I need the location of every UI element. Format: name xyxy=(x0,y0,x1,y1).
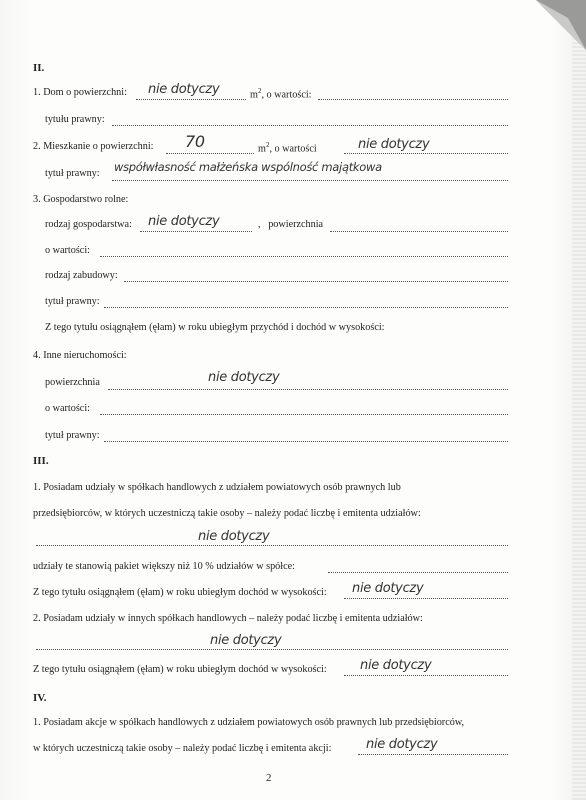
farm-build-label: rodzaj zabudowy: xyxy=(45,270,118,281)
house-unit: $m^2$, o wartości: xyxy=(250,87,312,101)
other-shares-answer-line xyxy=(36,649,508,650)
stock-answer-line xyxy=(358,754,508,755)
farm-heading: 3. Gospodarstwo rolne: xyxy=(33,194,129,205)
shares-income-label: Z tego tytułu osiągnąłem (ęłam) w roku ubiegłym dochód w wysokości: xyxy=(33,587,327,598)
farm-type-label: rodzaj gospodarstwa: xyxy=(45,219,132,230)
stock-paragraph-line1: 1. Posiadam akcje w spółkach handlowych z udziałem powiatowych osób prawnych lub przedsiębiorców, xyxy=(33,717,465,728)
other-shares-paragraph: 2. Posiadam udziały w innych spółkach handlowych – należy podać liczbę i emitenta udziałów: xyxy=(33,613,423,624)
flat-unit: $m^2$, o wartości xyxy=(258,141,317,155)
house-area-handwriting: nie dotyczy xyxy=(148,82,220,97)
house-value-line xyxy=(318,99,508,100)
farm-area-line xyxy=(330,231,508,232)
flat-area-line xyxy=(166,153,254,154)
flat-area-label: 2. Mieszkanie o powierzchni: xyxy=(33,141,154,152)
section-heading-iii: III. xyxy=(33,455,49,467)
farm-area-label: , powierzchnia xyxy=(258,219,324,230)
farm-build-line xyxy=(124,281,508,282)
flat-title-handwriting: współwłasność małżeńska wspólność majątkowa xyxy=(114,160,382,174)
other-title-label: tytuł prawny: xyxy=(45,430,100,441)
other-title-line xyxy=(104,441,508,442)
shares-answer-handwriting: nie dotyczy xyxy=(198,529,270,544)
other-value-label: o wartości: xyxy=(45,403,90,414)
flat-value-line xyxy=(344,153,508,154)
farm-title-label: tytuł prawny: xyxy=(45,296,100,307)
other-area-label: powierzchnia xyxy=(45,377,100,388)
house-area-line xyxy=(136,99,246,100)
page-number: 2 xyxy=(266,772,272,784)
other-area-line xyxy=(108,389,508,390)
farm-value-line xyxy=(100,256,508,257)
house-area-label: 1. Dom o powierzchni: xyxy=(33,87,127,98)
farm-title-line xyxy=(104,307,508,308)
other-shares-income-label: Z tego tytułu osiągnąłem (ęłam) w roku ubiegłym dochód w wysokości: xyxy=(33,664,327,675)
other-shares-handwriting: nie dotyczy xyxy=(210,633,282,648)
farm-type-line xyxy=(140,231,252,232)
stock-answer-handwriting: nie dotyczy xyxy=(366,737,438,752)
farm-value-label: o wartości: xyxy=(45,245,90,256)
shares-income-line xyxy=(344,598,508,599)
section-heading-iv: IV. xyxy=(33,692,47,704)
flat-value-handwriting: nie dotyczy xyxy=(358,137,430,152)
other-shares-income-line xyxy=(344,675,508,676)
flat-area-handwriting: 70 xyxy=(185,132,205,151)
farm-income-text: Z tego tytułu osiągnąłem (ęłam) w roku ubiegłym przychód i dochód w wysokości: xyxy=(45,322,385,333)
shares-packet-line xyxy=(328,572,508,573)
other-property-heading: 4. Inne nieruchomości: xyxy=(33,350,127,361)
shares-packet-label: udziały te stanowią pakiet większy niż 10 % udziałów w spółce: xyxy=(33,561,295,572)
shares-paragraph-line2: przedsiębiorców, w których uczestniczą takie osoby – należy podać liczbę i emitenta udziałów: xyxy=(33,508,421,519)
other-value-line xyxy=(100,414,508,415)
house-title-line xyxy=(112,125,508,126)
stock-paragraph-line2: w których uczestniczą takie osoby – należy podać liczbę i emitenta akcji: xyxy=(33,743,332,754)
flat-title-line xyxy=(112,180,508,181)
shares-income-handwriting: nie dotyczy xyxy=(352,581,424,596)
other-shares-income-handwriting: nie dotyczy xyxy=(360,658,432,673)
other-area-handwriting: nie dotyczy xyxy=(208,370,280,385)
shares-paragraph-line1: 1. Posiadam udziały w spółkach handlowych z udziałem powiatowych osób prawnych lub xyxy=(33,482,401,493)
flat-title-label: tytuł prawny: xyxy=(45,168,100,179)
scan-edge-shadow xyxy=(572,0,586,800)
section-heading-ii: II. xyxy=(33,62,45,74)
house-title-label: tytułu prawny: xyxy=(45,114,105,125)
folded-corner xyxy=(506,0,586,55)
shares-answer-line xyxy=(36,545,508,546)
farm-type-handwriting: nie dotyczy xyxy=(148,214,220,229)
